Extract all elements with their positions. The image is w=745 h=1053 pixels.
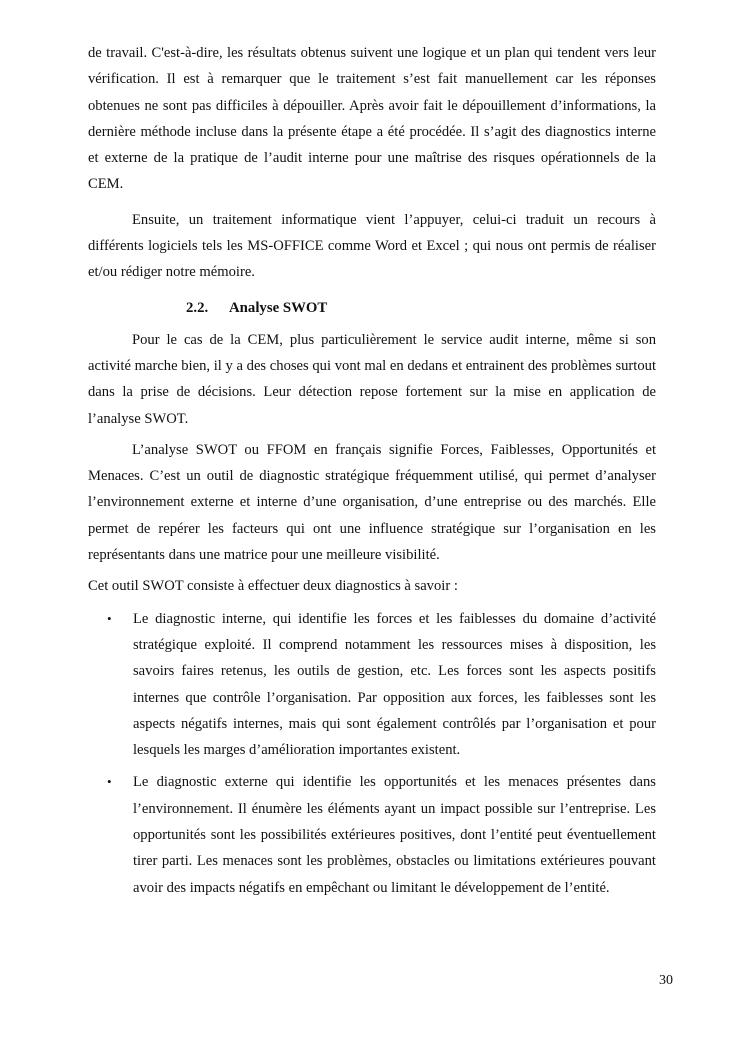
section-number: 2.2. [186, 299, 209, 316]
bullet-icon: • [107, 610, 112, 626]
list-item-text: Le diagnostic interne, qui identifie les forces et les faiblesses du domaine d’activité stratégique exploité. Il comprend notamment les ressources mises à disposition, les savoirs faires retenus, les outils de gestion, etc. Les forces sont les aspects positifs internes que contrôle l’organisation. Par opposition aux forces, les faiblesses sont les aspects négatifs internes, mais qui sont également contrôlés par l’organisation et pour lesquels les marges d’amélioration importantes existent. [133, 610, 656, 759]
paragraph-software: Ensuite, un traitement informatique vient l’appuyer, celui-ci traduit un recours à différents logiciels tels les MS-OFFICE comme Word et Excel ; qui nous ont permis de réaliser et/ou rédiger notre mémoire. [88, 211, 656, 281]
paragraph-cem: Pour le cas de la CEM, plus particulièrement le service audit interne, même si son activité marche bien, il y a des choses qui vont mal en dedans et entrainent des problèmes surtout dans la prise de décisions. Leur détection repose fortement sur la mise en application de l’analyse SWOT. [88, 331, 656, 427]
paragraph-intro: de travail. C'est-à-dire, les résultats obtenus suivent une logique et un plan qui tendent vers leur vérification. Il est à remarquer que le traitement s’est fait manuellement car les réponses obtenues ne sont pas difficiles à dépouiller. Après avoir fait le dépouillement d’informations, la dernière méthode incluse dans la présente étape a été procédée. Il s’agit des diagnostics interne et externe de la pratique de l’audit interne pour une maîtrise des risques opérationnels de la CEM. [88, 45, 656, 193]
section-heading [88, 295, 656, 321]
list-item [88, 769, 656, 900]
paragraph-swot-definition: L’analyse SWOT ou FFOM en français signifie Forces, Faiblesses, Opportunités et Menaces. C’est un outil de diagnostic stratégique fréquemment utilisé, qui permet d’analyser l’environnement externe et interne d’une organisation, d’une entreprise ou des marchés. Elle permet de repérer les facteurs qui ont une influence stratégique sur l’organisation en les représentants dans une matrice pour une meilleure visibilité. [88, 441, 656, 564]
page-body [88, 40, 656, 901]
bullet-icon: • [107, 774, 112, 790]
diagnostic-list [88, 606, 656, 901]
section-title: Analyse SWOT [229, 299, 328, 316]
list-item-text: Le diagnostic externe qui identifie les opportunités et les menaces présentes dans l’environnement. Il énumère les éléments ayant un impact possible sur l’entreprise. Les opportunités sont les possibilités extérieures positives, dont l’entité peut éventuellement tirer parti. Les menaces sont les problèmes, obstacles ou limitations extérieures pouvant avoir des impacts négatifs en empêchant ou limitant le développement de l’entité. [133, 774, 656, 896]
page-number: 30 [659, 973, 673, 988]
paragraph-outil: Cet outil SWOT consiste à effectuer deux diagnostics à savoir : [88, 578, 458, 595]
list-item [88, 606, 656, 764]
